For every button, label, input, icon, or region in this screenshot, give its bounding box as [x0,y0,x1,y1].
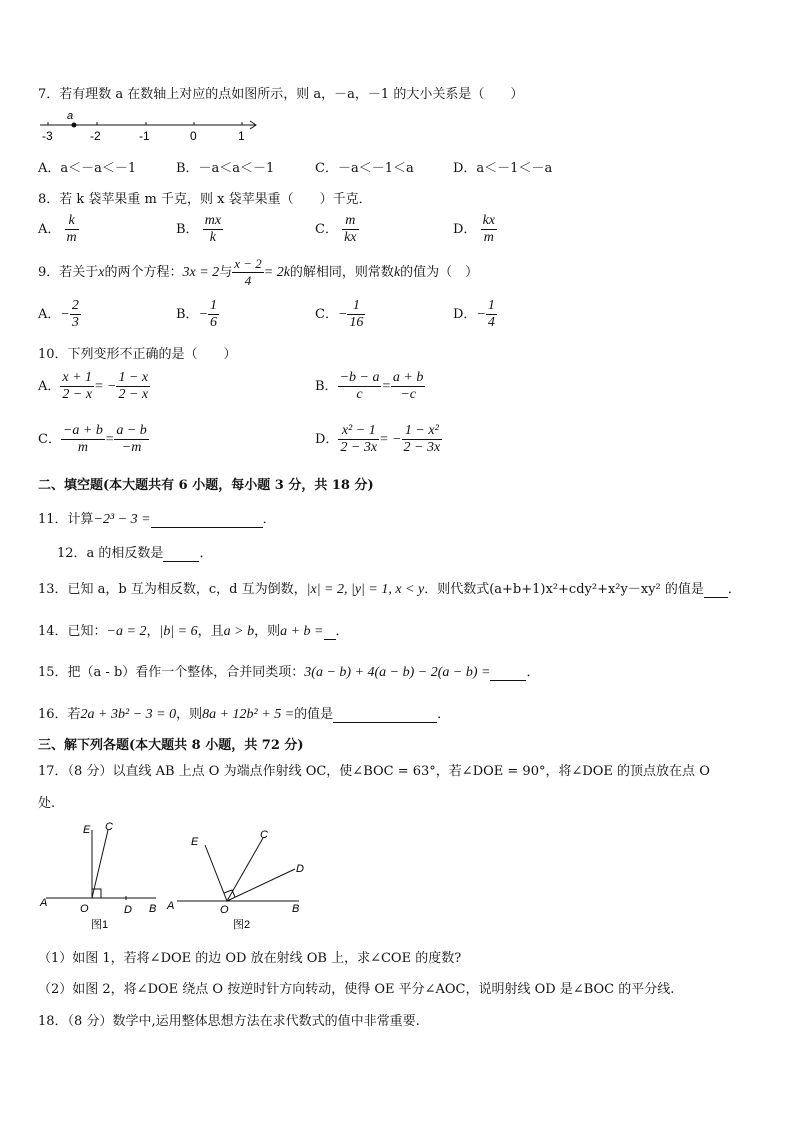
tick-label: 1 [238,129,245,143]
svg-text:D: D [296,863,304,875]
q11: 11．计算−2³ − 3 = ． [38,512,276,527]
fraction: $\frac{kx}{m}$ [482,213,496,245]
option-label: D． [453,222,477,237]
option-label: B． [176,222,199,237]
svg-text:C: C [105,821,113,833]
q9-option-b[interactable]: B．− $\frac{1}{6}$ [176,298,218,330]
q8-option-b[interactable] [176,213,223,246]
q16: 16．若2a + 3b² − 3 = 0，则8a + 12b² + 5 =的值是 ． [38,707,451,722]
figure-1-caption: 图1 [91,919,109,931]
answer-blank[interactable] [324,624,336,640]
section-2-heading: 二、填空题(本大题共有 6 小题，每小题 3 分，共 18 分) [38,478,374,493]
svg-text:A: A [167,900,175,912]
answer-blank[interactable] [333,707,437,723]
point-a [72,123,77,128]
q7-number-line [34,108,264,146]
q8-option-c[interactable] [315,213,359,246]
tick-label: -2 [90,129,101,143]
q9-option-d[interactable]: D．− $\frac{1}{4}$ [453,298,495,330]
answer-blank[interactable] [151,512,263,528]
fraction: $\frac{m}{kx}$ [344,213,357,245]
answer-blank[interactable] [490,665,526,681]
q10-stem: 10．下列变形不正确的是（ ） [38,347,237,362]
option-label: C． [315,222,338,237]
q10-option-b[interactable]: B． $\frac{-b - a}{c}$ = $\frac{a + b}{-c}$ [315,370,424,402]
q7-option-d[interactable]: D．a＜－1＜－a [453,161,553,176]
q7-option-b[interactable]: B．－a＜a＜－1 [176,161,275,176]
figure-2 [165,816,315,934]
svg-text:B: B [292,903,300,915]
q17-line2: 处. [38,796,56,811]
q7-option-a[interactable]: A．a＜－a＜－1 [38,161,137,176]
q7-option-c[interactable]: C．－a＜－1＜a [315,161,414,176]
q9-stem: 9．若关于x的两个方程：3x = 2与 $\frac{x - 2}{4}$ = 2k的解相同，则常数k的值为（ ） [38,256,479,288]
svg-text:E: E [83,824,91,836]
q14: 14．已知：−a = 2，|b| = 6，且a > b，则a + b = ． [38,624,349,639]
q8-option-a[interactable] [38,213,79,246]
fraction: $\frac{mx}{k}$ [204,213,222,245]
tick-label: -3 [42,129,53,143]
answer-blank[interactable] [163,546,199,562]
svg-text:A: A [40,897,48,909]
svg-text:E: E [191,836,199,848]
q17-sub1: （1）如图 1，若将∠DOE 的边 OD 放在射线 OB 上，求∠COE 的度数? [38,951,462,966]
q10-option-c[interactable]: C． $\frac{-a + b}{m}$ = $\frac{a - b}{-m}$ [38,423,147,455]
q9-option-c[interactable]: C．− $\frac{1}{16}$ [315,298,364,330]
q8-option-d[interactable] [453,213,497,246]
figure-1 [38,816,168,934]
fraction: $\frac{k}{m}$ [66,213,77,245]
tick-label: 0 [190,129,197,143]
tick-label: -1 [139,129,150,143]
q12: 12．a 的相反数是 ． [57,546,213,561]
q10-option-a[interactable]: A． $\frac{x + 1}{2 - x}$ = − $\frac{1 - x}{2 - x}$ [38,370,149,402]
q18: 18．（8 分）数学中,运用整体思想方法在求代数式的值中非常重要. [38,1014,420,1029]
option-label: A． [38,222,61,237]
q7-stem: 7．若有理数 a 在数轴上对应的点如图所示，则 a，－a，－1 的大小关系是（ ） [38,87,524,102]
q17-sub2: （2）如图 2，将∠DOE 绕点 O 按逆时针方向转动，使得 OE 平分∠AOC，说明射线 OD 是∠BOC 的平分线. [38,982,675,997]
svg-text:O: O [220,904,229,916]
q15: 15．把（a - b）看作一个整体，合并同类项：3(a − b) + 4(a − b) − 2(a − b) = ． [38,665,540,680]
q10-option-d[interactable]: D． $\frac{\text{x² − 1}}{2 - 3x}$ = − $\frac{\text{1 − x²}}{2 - 3x}$ [315,423,441,455]
section-3-heading: 三、解下列各题(本大题共 8 小题，共 72 分) [38,738,304,753]
svg-text:B: B [149,903,157,915]
svg-text:C: C [260,829,268,841]
q13: 13．已知 a，b 互为相反数，c，d 互为倒数，|x| = 2, |y| = 1, x < y．则代数式(a+b+1)x²+cdy²+x²y－xy² 的值是 ． [38,582,741,597]
q8-stem: 8．若 k 袋苹果重 m 千克，则 x 袋苹果重（ ）千克． [38,192,372,207]
svg-text:D: D [124,904,132,916]
q9-option-a[interactable]: A．− $\frac{2}{3}$ [38,298,79,330]
axis-point-label: a [67,110,74,122]
figure-2-caption: 图2 [233,919,251,931]
svg-text:O: O [80,903,89,915]
q17-line1: 17．（8 分）以直线 AB 上点 O 为端点作射线 OC，使∠BOC = 63°，若∠DOE = 90°，将∠DOE 的顶点放在点 O [38,764,710,779]
answer-blank[interactable] [704,582,728,598]
